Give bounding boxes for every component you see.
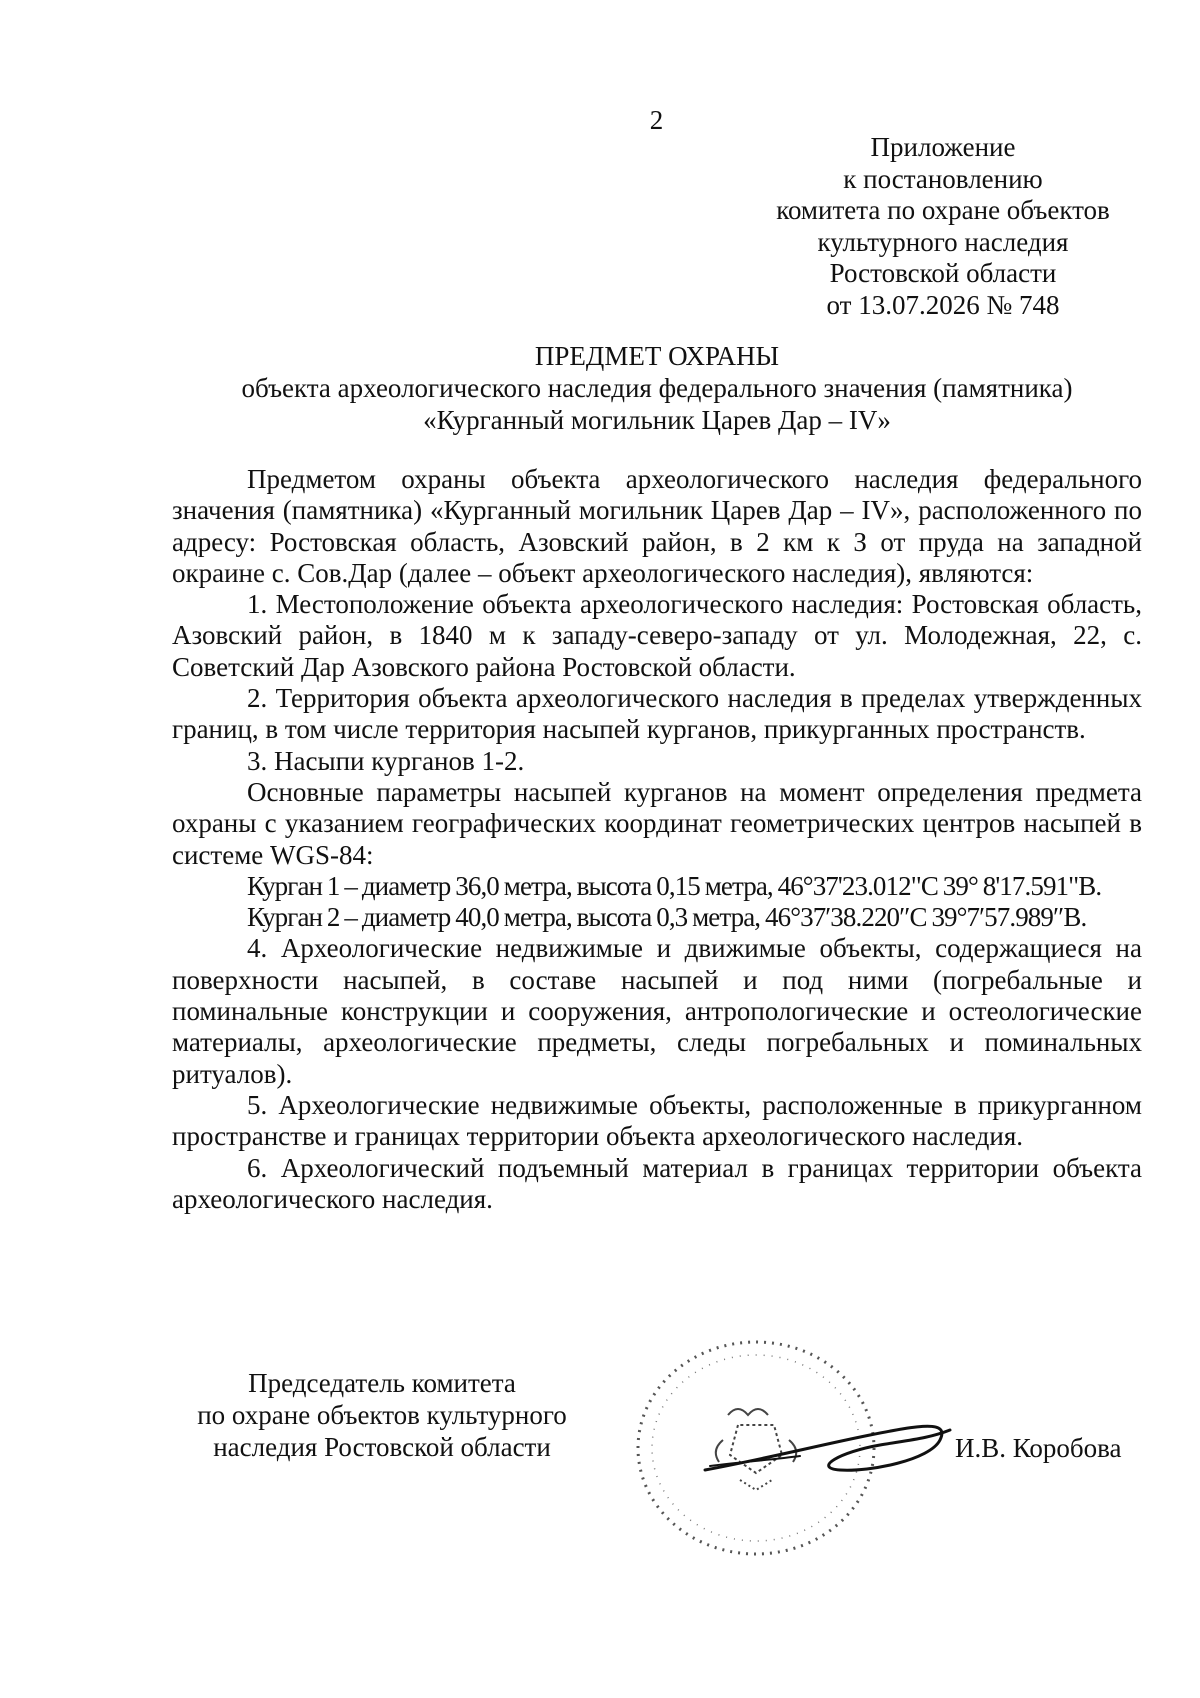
item-territory: 2. Территория объекта археологического наследия в пределах утвержденных границ, в том числе территория насыпей курганов, прикурганных пространств.	[172, 683, 1142, 745]
item-mounds: 3. Насыпи курганов 1-2.	[247, 745, 525, 776]
item-immovable-objects: 5. Археологические недвижимые объекты, расположенные в прикурганном пространстве и границах территории объекта археологического наследия.	[172, 1089, 1142, 1152]
page-number: 2	[649, 105, 664, 135]
kurgan-1-params: Курган 1 – диаметр 36,0 метра, высота 0,15 метра, 46°37'23.012"С 39° 8'17.591"В.	[247, 870, 1102, 901]
params-paragraph: Основные параметры насыпей курганов на момент определения предмета охраны с указанием географических координат геометрических центров насыпей в системе WGS-84:	[172, 776, 1142, 870]
title-subtitle: объекта археологического наследия федерального значения (памятника)	[241, 373, 1073, 403]
position-line: наследия Ростовской области	[213, 1432, 551, 1462]
appendix-line: Приложение	[870, 132, 1016, 162]
intro-paragraph: Предметом охраны объекта археологического наследия федерального значения (памятника) «Курганный могильник Царев Дар – IV», расположенного по адресу: Ростовская область, Азовский район, в 2 км к З от пруда на западной окраине с. Сов.Дар (далее – объект археологического наследия), являются:	[172, 464, 1142, 588]
document-body	[172, 464, 1142, 1215]
position-line: по охране объектов культурного	[197, 1400, 567, 1430]
signatory-name: И.В. Коробова	[955, 1433, 1122, 1463]
item-archaeological-objects: 4. Археологические недвижимые и движимые объекты, содержащиеся на поверхности насыпей, в составе насыпей и под ними (погребальные и поминальные конструкции и сооружения, антропологические и остеологические материалы, археологические предметы, следы погребальных и поминальных ритуалов).	[172, 933, 1142, 1089]
document-title	[172, 340, 1142, 436]
handwritten-signature-icon	[700, 1400, 960, 1500]
appendix-date-line: от 13.07.2026 № 748	[826, 289, 1060, 320]
appendix-block	[753, 132, 1133, 321]
title-heading: ПРЕДМЕТ ОХРАНЫ	[534, 341, 780, 371]
appendix-line: культурного наследия	[817, 226, 1069, 257]
position-line: Председатель комитета	[248, 1368, 516, 1398]
signatory-position	[172, 1367, 592, 1463]
appendix-line: Ростовской области	[829, 258, 1057, 288]
appendix-line: к постановлению	[843, 163, 1043, 194]
kurgan-2-params: Курган 2 – диаметр 40,0 метра, высота 0,3 метра, 46°37′38.220″С 39°7′57.989″В.	[247, 902, 1087, 933]
title-object-name: «Курганный могильник Царев Дар – IV»	[423, 405, 891, 435]
appendix-line: комитета по охране объектов	[776, 195, 1110, 225]
item-location: 1. Местоположение объекта археологического наследия: Ростовская область, Азовский район, в 1840 м к западу-северо-западу от ул. Молодежная, 22, с. Советский Дар Азовского района Ростовской области.	[172, 589, 1142, 682]
item-surface-material: 6. Археологический подъемный материал в границах территории объекта археологического наследия.	[172, 1152, 1142, 1214]
